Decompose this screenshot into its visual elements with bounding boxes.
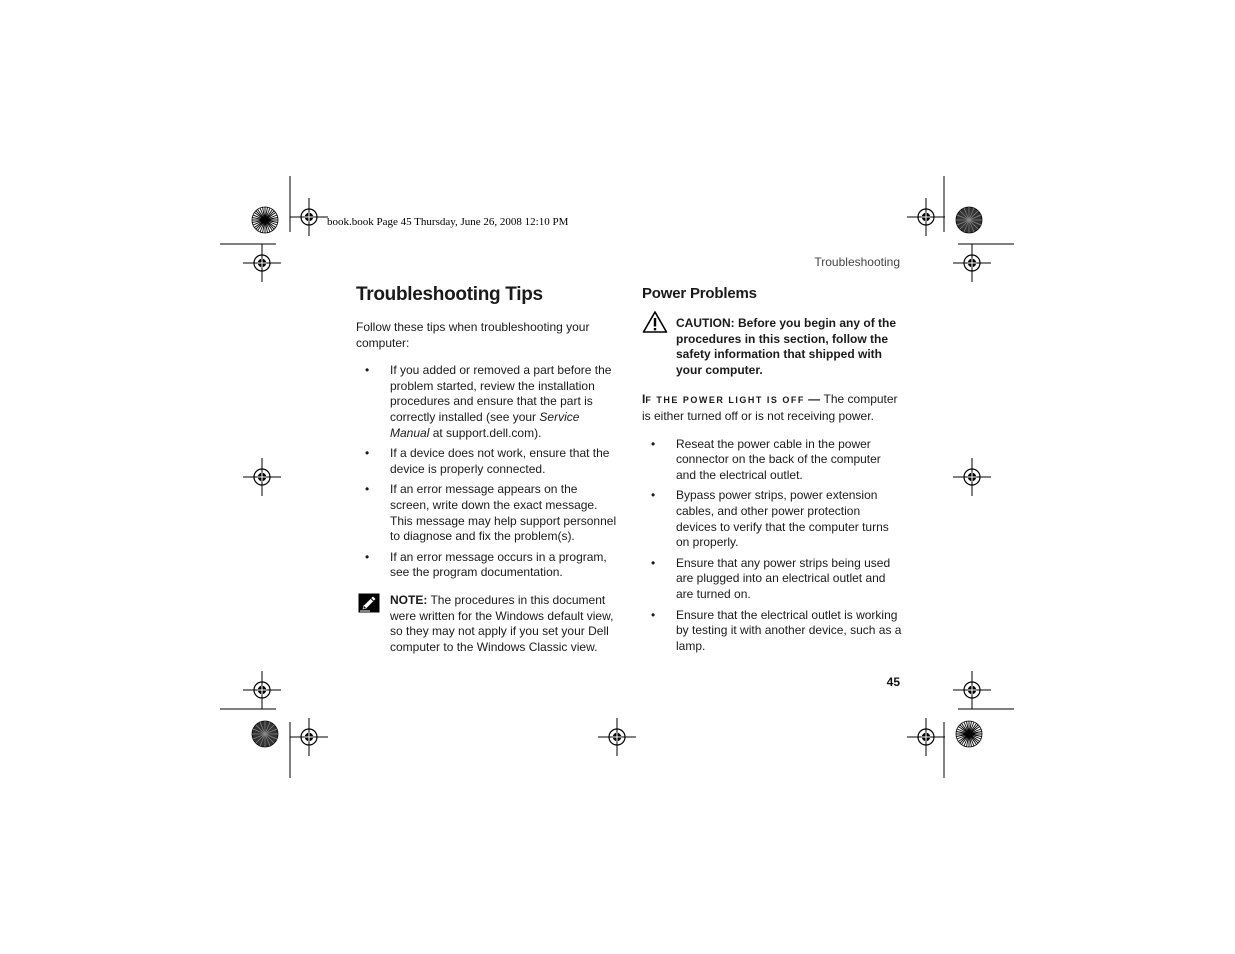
support-link[interactable]: support.dell.com: [446, 425, 535, 440]
bullet: •: [365, 446, 370, 461]
subhead-dash: —: [804, 392, 824, 407]
registration-crosshair: [907, 718, 945, 756]
subhead-paragraph: [642, 392, 904, 424]
note-label: NOTE:: [390, 592, 428, 607]
page-number: 45: [886, 675, 900, 689]
registration-crosshair: [953, 671, 991, 709]
bullet: •: [365, 363, 370, 378]
registration-crosshair: [243, 458, 281, 496]
bullet: •: [651, 555, 656, 570]
registration-star-mark: [252, 207, 278, 233]
registration-crosshair: [243, 244, 281, 282]
list-item: • If an error message occurs in a program, see the program documentation.: [365, 549, 607, 580]
print-slug-line: book.book Page 45 Thursday, June 26, 2008 12:10 PM: [327, 216, 569, 228]
list-item: • If a device does not work, ensure that the device is properly connected.: [365, 446, 610, 476]
right-column: [642, 284, 904, 659]
left-column: [356, 284, 618, 655]
registration-star-mark: [252, 721, 278, 747]
service-manual-title: Service Manual: [390, 409, 580, 440]
caution-label: CAUTION:: [676, 316, 735, 330]
power-tips-list: [642, 437, 904, 655]
registration-crosshair: [953, 458, 991, 496]
list-item: • Reseat the power cable in the power connector on the back of the computer and the electrical outlet.: [651, 436, 881, 482]
list-item: • Ensure that any power strips being used are plugged into an electrical outlet and are turned on.: [651, 555, 891, 601]
bullet: •: [651, 436, 656, 451]
pencil-note-icon: [358, 593, 380, 613]
warning-triangle-icon: [642, 310, 668, 334]
caution-text: Before you begin any of the procedures in this section, follow the safety information that shipped with your computer.: [676, 316, 897, 377]
bullet: •: [365, 482, 370, 497]
bullet: •: [651, 607, 656, 622]
list-item: • Ensure that the electrical outlet is working by testing it with another device, such as a lamp.: [651, 607, 902, 653]
list-item: • Bypass power strips, power extension cables, and other power protection devices to verify that the computer turns on properly.: [651, 488, 889, 550]
subhead-label: IF THE POWER LIGHT IS OFF: [642, 392, 805, 407]
registration-crosshair: [290, 718, 328, 756]
registration-crosshair: [243, 671, 281, 709]
bullet: •: [651, 488, 656, 503]
section-title: Power Problems: [642, 285, 757, 302]
subhead-text: The computer is either turned off or is not receiving power.: [642, 392, 898, 423]
running-header: Troubleshooting: [814, 255, 900, 269]
registration-crosshair: [907, 198, 945, 236]
caution-block: [642, 316, 904, 378]
registration-crosshair: [953, 244, 991, 282]
tips-list: [356, 363, 618, 581]
bullet: •: [365, 549, 370, 564]
note-text: The procedures in this document were written for the Windows default view, so they may not apply if you set your Dell computer to the Windows Classic view.: [390, 592, 614, 654]
list-item: • If an error message appears on the screen, write down the exact message. This message may help support personnel to diagnose and fix the problem(s).: [365, 482, 617, 544]
section-title: Troubleshooting Tips: [356, 284, 543, 305]
registration-crosshair: [290, 198, 328, 236]
intro-paragraph: Follow these tips when troubleshooting your computer:: [356, 320, 590, 350]
registration-crosshair: [598, 718, 636, 756]
note-block: [356, 593, 618, 655]
registration-star-mark: [956, 207, 982, 233]
registration-star-mark: [956, 721, 982, 747]
list-item: • If you added or removed a part before the problem started, review the installation procedures and ensure that the part is correctly installed (see your Service Manual at support.dell.com).: [365, 363, 612, 440]
